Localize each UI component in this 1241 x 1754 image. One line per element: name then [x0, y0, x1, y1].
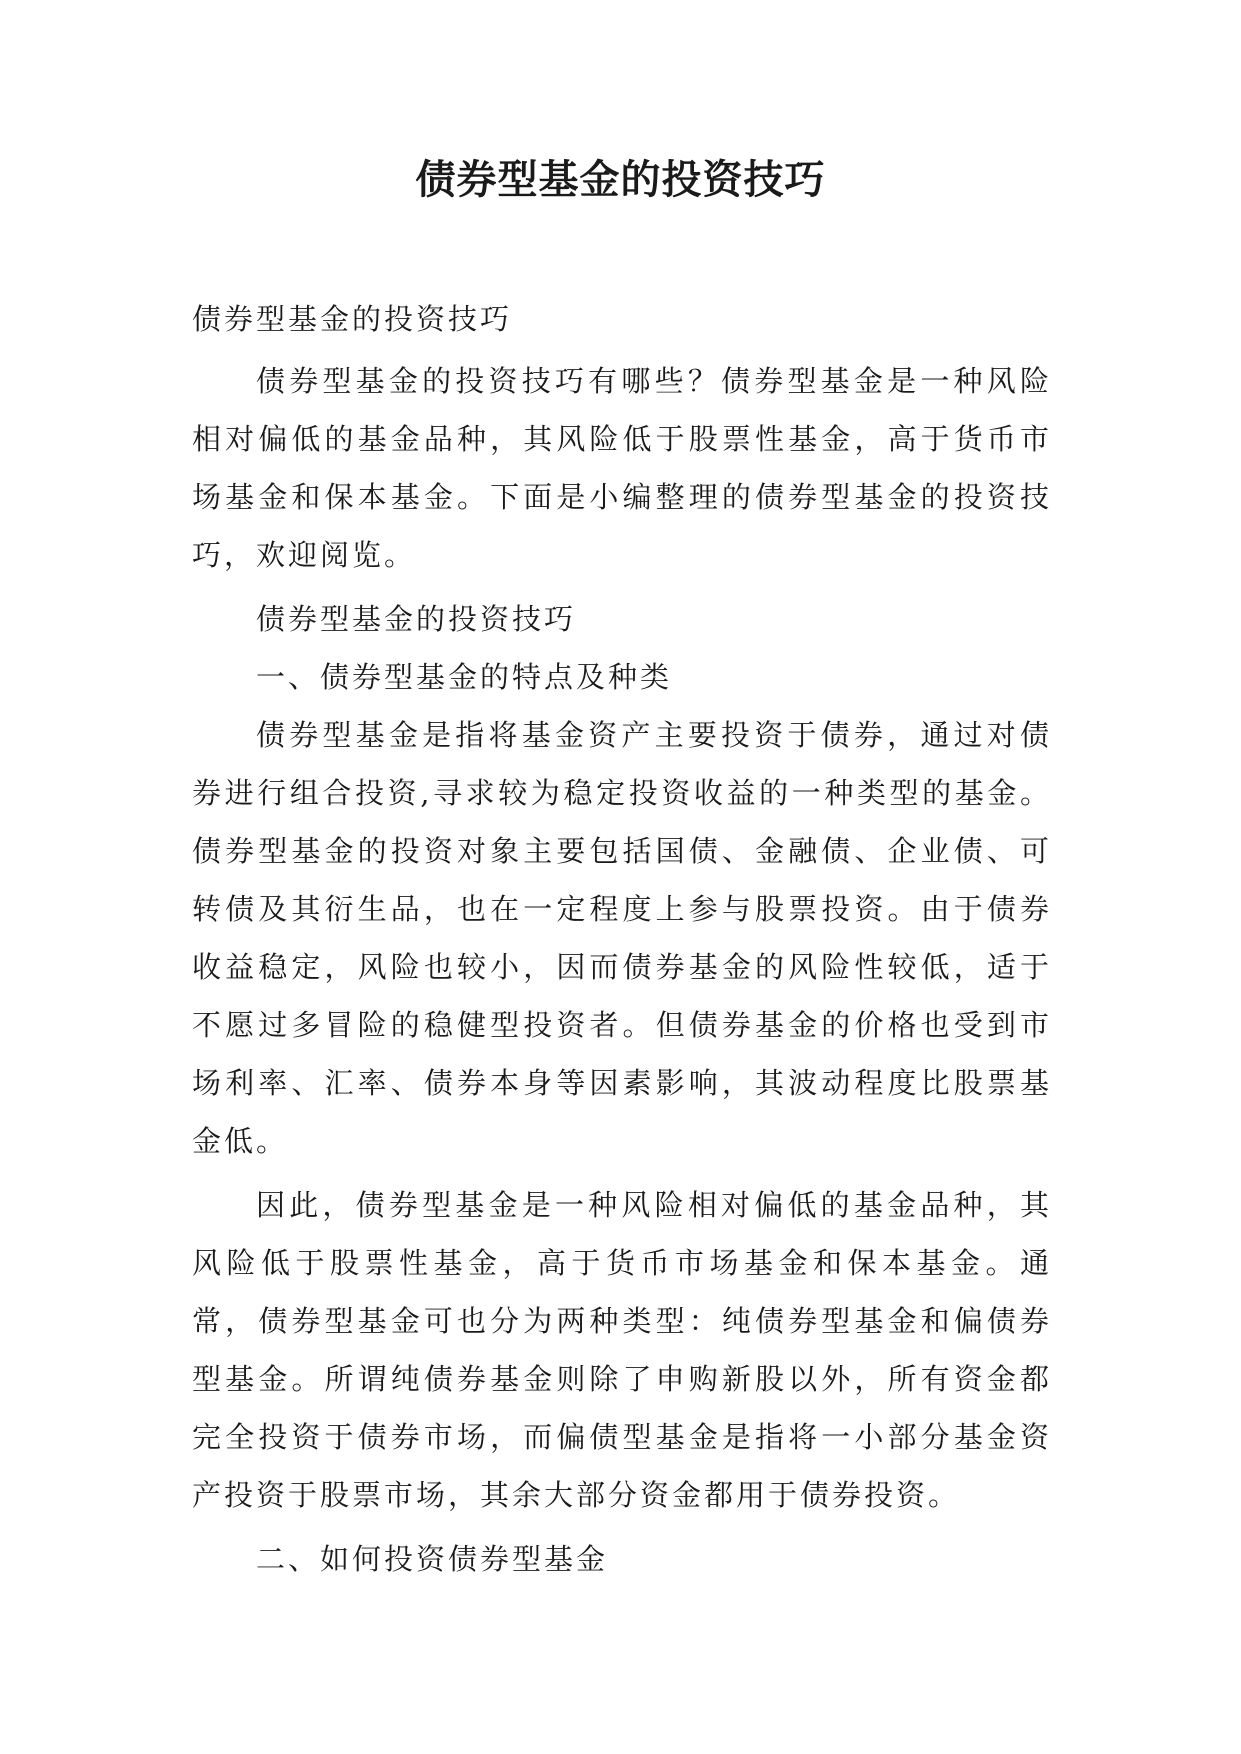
body-paragraph-2: 因此，债券型基金是一种风险相对偏低的基金品种，其风险低于股票性基金，高于货币市场基金和保本基金。通常，债券型基金可也分为两种类型：纯债券型基金和偏债券型基金。所谓纯债券基金则除了申购新股以外，所有资金都完全投资于债券市场，而偏债型基金是指将一小部分基金资产投资于股票市场，其余大部分资金都用于债券投资。 [192, 1188, 1052, 1512]
section-heading: 债券型基金的投资技巧 [256, 602, 577, 636]
subtitle-paragraph: 债券型基金的投资技巧 [192, 302, 513, 336]
section-heading-2: 二、如何投资债券型基金 [256, 1542, 609, 1576]
body-paragraph-1: 债券型基金是指将基金资产主要投资于债券，通过对债券进行组合投资,寻求较为稳定投资收益的一种类型的基金。债券型基金的投资对象主要包括国债、金融债、企业债、可转债及其衍生品，也在一定程度上参与股票投资。由于债券收益稳定，风险也较小，因而债券基金的风险性较低，适于不愿过多冒险的稳健型投资者。但债券基金的价格也受到市场利率、汇率、债券本身等因素影响，其波动程度比股票基金低。 [192, 718, 1052, 1158]
section-heading-1: 一、债券型基金的特点及种类 [256, 660, 673, 694]
document-body [192, 290, 1052, 1588]
intro-paragraph: 债券型基金的投资技巧有哪些？债券型基金是一种风险相对偏低的基金品种，其风险低于股票性基金，高于货币市场基金和保本基金。下面是小编整理的债券型基金的投资技巧，欢迎阅览。 [192, 364, 1052, 572]
document-title: 债券型基金的投资技巧 [415, 157, 826, 203]
